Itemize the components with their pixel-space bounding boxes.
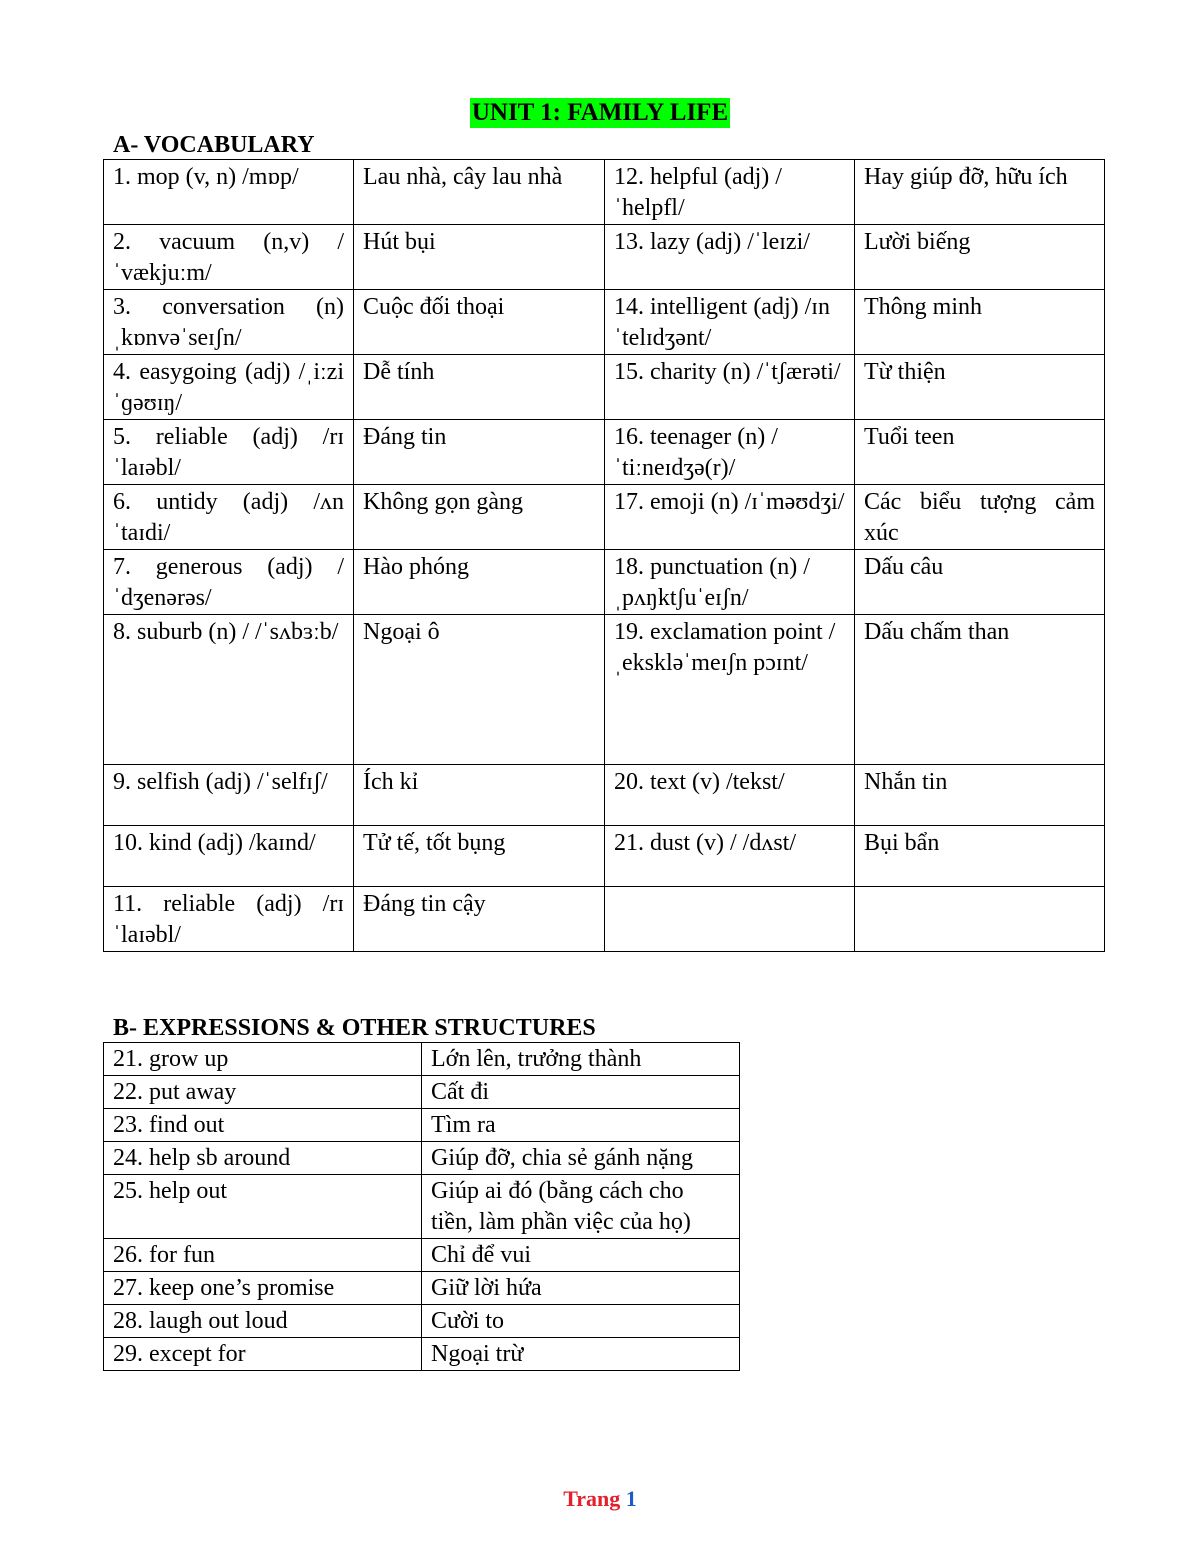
expression-term: 22. put away xyxy=(104,1076,422,1109)
table-row xyxy=(104,1272,740,1305)
expression-meaning: Tìm ra xyxy=(422,1109,740,1142)
expression-term: 27. keep one’s promise xyxy=(104,1272,422,1305)
vocab-term: 4. easygoing (adj) /ˌiːzi ˈɡəʊɪŋ/ xyxy=(104,355,354,420)
title-wrapper xyxy=(0,98,1200,128)
vocab-meaning: Từ thiện xyxy=(855,355,1105,420)
table-row xyxy=(104,1305,740,1338)
table-row xyxy=(104,1076,740,1109)
vocab-term: 14. intelligent (adj) /ɪnˈtelɪdʒənt/ xyxy=(605,290,855,355)
vocab-meaning: Tử tế, tốt bụng xyxy=(354,826,605,887)
vocab-term xyxy=(605,887,855,952)
table-row xyxy=(104,887,1105,952)
vocab-term: 6. untidy (adj) /ʌn ˈtaɪdi/ xyxy=(104,485,354,550)
vocab-term: 12. helpful (adj) /ˈhelpfl/ xyxy=(605,160,855,225)
section-a-heading: A- VOCABULARY xyxy=(113,132,315,158)
vocab-meaning: Các biểu tượng cảm xúc xyxy=(855,485,1105,550)
vocab-term: 16. teenager (n) /ˈtiːneɪdʒə(r)/ xyxy=(605,420,855,485)
table-row xyxy=(104,355,1105,420)
vocab-term: 9. selfish (adj) /ˈselfɪʃ/ xyxy=(104,765,354,826)
vocab-term: 17. emoji (n) /ɪˈməʊdʒi/ xyxy=(605,485,855,550)
vocab-meaning: Hay giúp đỡ, hữu ích xyxy=(855,160,1105,225)
vocab-meaning: Dấu câu xyxy=(855,550,1105,615)
page-label: Trang xyxy=(563,1486,621,1511)
expression-term: 28. laugh out loud xyxy=(104,1305,422,1338)
expression-meaning: Lớn lên, trưởng thành xyxy=(422,1043,740,1076)
vocab-meaning: Thông minh xyxy=(855,290,1105,355)
table-row xyxy=(104,485,1105,550)
table-row xyxy=(104,1142,740,1175)
vocab-term: 3. conversation (n) ˌkɒnvəˈseɪʃn/ xyxy=(104,290,354,355)
vocab-term: 7. generous (adj) /ˈdʒenərəs/ xyxy=(104,550,354,615)
vocab-meaning xyxy=(855,887,1105,952)
vocab-term: 11. reliable (adj) /rɪˈlaɪəbl/ xyxy=(104,887,354,952)
expression-term: 24. help sb around xyxy=(104,1142,422,1175)
vocab-meaning: Đáng tin xyxy=(354,420,605,485)
table-row xyxy=(104,765,1105,826)
vocab-meaning: Đáng tin cậy xyxy=(354,887,605,952)
page-title: UNIT 1: FAMILY LIFE xyxy=(471,99,729,126)
vocab-meaning: Bụi bẩn xyxy=(855,826,1105,887)
expression-meaning: Chỉ để vui xyxy=(422,1239,740,1272)
expression-term: 25. help out xyxy=(104,1175,422,1239)
expression-meaning: Ngoại trừ xyxy=(422,1338,740,1371)
table-row xyxy=(104,420,1105,485)
vocab-meaning: Nhắn tin xyxy=(855,765,1105,826)
table-row xyxy=(104,826,1105,887)
page-number: 1 xyxy=(625,1486,637,1511)
table-row xyxy=(104,160,1105,225)
table-row xyxy=(104,290,1105,355)
vocab-term: 2. vacuum (n,v) /ˈvækjuːm/ xyxy=(104,225,354,290)
table-row xyxy=(104,1239,740,1272)
vocab-meaning: Hút bụi xyxy=(354,225,605,290)
expression-meaning: Cười to xyxy=(422,1305,740,1338)
vocab-meaning: Ích kỉ xyxy=(354,765,605,826)
vocabulary-table xyxy=(103,159,1105,952)
page-footer xyxy=(0,1486,1200,1512)
expression-term: 23. find out xyxy=(104,1109,422,1142)
expression-meaning: Giữ lời hứa xyxy=(422,1272,740,1305)
expression-meaning: Giúp đỡ, chia sẻ gánh nặng xyxy=(422,1142,740,1175)
vocab-term: 20. text (v) /tekst/ xyxy=(605,765,855,826)
vocab-term: 15. charity (n) /ˈtʃærəti/ xyxy=(605,355,855,420)
vocab-term: 13. lazy (adj) /ˈleɪzi/ xyxy=(605,225,855,290)
vocab-term: 21. dust (v) / /dʌst/ xyxy=(605,826,855,887)
vocab-meaning: Dấu chấm than xyxy=(855,615,1105,765)
vocab-meaning: Dễ tính xyxy=(354,355,605,420)
vocab-meaning: Ngoại ô xyxy=(354,615,605,765)
vocab-meaning: Lười biếng xyxy=(855,225,1105,290)
vocab-term: 8. suburb (n) / /ˈsʌbɜːb/ xyxy=(104,615,354,765)
vocab-term: 1. mop (v, n) /mɒp/ xyxy=(104,160,354,225)
vocab-meaning: Hào phóng xyxy=(354,550,605,615)
table-row xyxy=(104,1043,740,1076)
expression-term: 29. except for xyxy=(104,1338,422,1371)
vocab-meaning: Lau nhà, cây lau nhà xyxy=(354,160,605,225)
expression-meaning: Cất đi xyxy=(422,1076,740,1109)
vocab-term: 10. kind (adj) /kaɪnd/ xyxy=(104,826,354,887)
table-row xyxy=(104,550,1105,615)
table-row xyxy=(104,1338,740,1371)
expressions-table xyxy=(103,1042,740,1371)
vocab-term: 5. reliable (adj) /rɪ ˈlaɪəbl/ xyxy=(104,420,354,485)
section-b-heading: B- EXPRESSIONS & OTHER STRUCTURES xyxy=(113,1015,596,1041)
vocab-meaning: Cuộc đối thoại xyxy=(354,290,605,355)
table-row xyxy=(104,1175,740,1239)
expression-term: 26. for fun xyxy=(104,1239,422,1272)
vocab-meaning: Tuổi teen xyxy=(855,420,1105,485)
vocab-meaning: Không gọn gàng xyxy=(354,485,605,550)
expression-meaning: Giúp ai đó (bằng cách cho tiền, làm phần việc của họ) xyxy=(422,1175,740,1239)
vocab-term: 19. exclamation point /ˌekskləˈmeɪʃn pɔɪnt/ xyxy=(605,615,855,765)
table-row xyxy=(104,1109,740,1142)
expression-term: 21. grow up xyxy=(104,1043,422,1076)
table-row xyxy=(104,615,1105,765)
vocab-term: 18. punctuation (n) /ˌpʌŋktʃuˈeɪʃn/ xyxy=(605,550,855,615)
table-row xyxy=(104,225,1105,290)
